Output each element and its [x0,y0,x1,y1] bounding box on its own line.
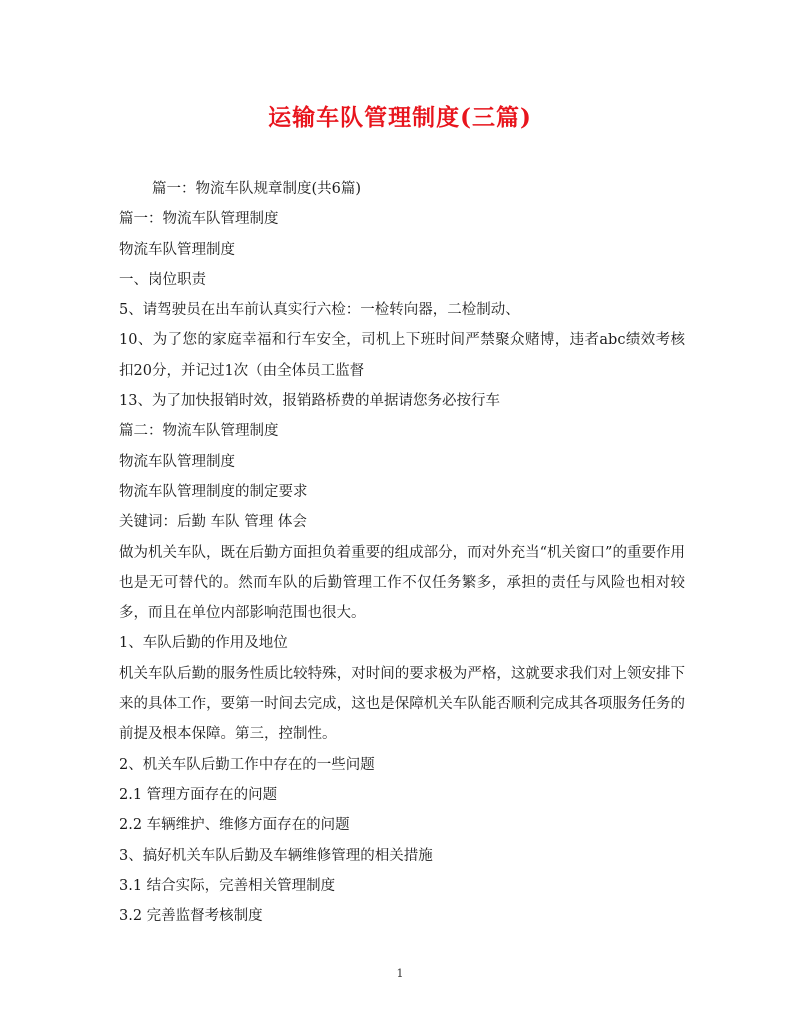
page-number: 1 [396,967,404,980]
document-body [119,174,685,931]
paragraph: 物流车队管理制度的制定要求 [119,483,308,500]
paragraph: 3、搞好机关车队后勤及车辆维修管理的相关措施 [119,847,433,864]
document-title: 运输车队管理制度(三篇) [268,104,532,131]
paragraph: 10、为了您的家庭幸福和行车安全，司机上下班时间严禁聚众赌博，违者abc绩效考核扣20分，并记过1次（由全体员工监督 [119,332,685,379]
paragraph: 2.1 管理方面存在的问题 [119,786,278,803]
paragraph: 机关车队后勤的服务性质比较特殊，对时间的要求极为严格，这就要求我们对上领安排下来的具体工作，要第一时间去完成，这也是保障机关车队能否顺利完成其各项服务任务的前提及根本保障。第三，控制性。 [119,665,685,743]
paragraph: 3.2 完善监督考核制度 [119,908,263,925]
paragraph: 2.2 车辆维护、维修方面存在的问题 [119,817,350,834]
paragraph: 物流车队管理制度 [119,453,235,470]
paragraph: 一、岗位职责 [119,271,206,288]
paragraph: 物流车队管理制度 [119,241,235,258]
paragraph: 5、请驾驶员在出车前认真实行六检：一检转向器，二检制动、 [119,302,520,319]
paragraph: 关键词：后勤 车队 管理 体会 [119,514,307,531]
paragraph: 做为机关车队，既在后勤方面担负着重要的组成部分，而对外充当“机关窗口”的重要作用也是无可替代的。然而车队的后勤管理工作不仅任务繁多，承担的责任与风险也相对较多，而且在单位内部影响范围也很大。 [119,544,685,622]
paragraph: 2、机关车队后勤工作中存在的一些问题 [119,756,375,773]
paragraph: 13、为了加快报销时效，报销路桥费的单据请您务必按行车 [119,393,500,410]
paragraph: 1、车队后勤的作用及地位 [119,635,288,652]
paragraph: 篇二：物流车队管理制度 [119,423,279,440]
paragraph: 3.1 结合实际，完善相关管理制度 [119,877,336,894]
paragraph: 篇一：物流车队管理制度 [119,211,279,228]
paragraph: 篇一：物流车队规章制度(共6篇) [152,181,362,197]
